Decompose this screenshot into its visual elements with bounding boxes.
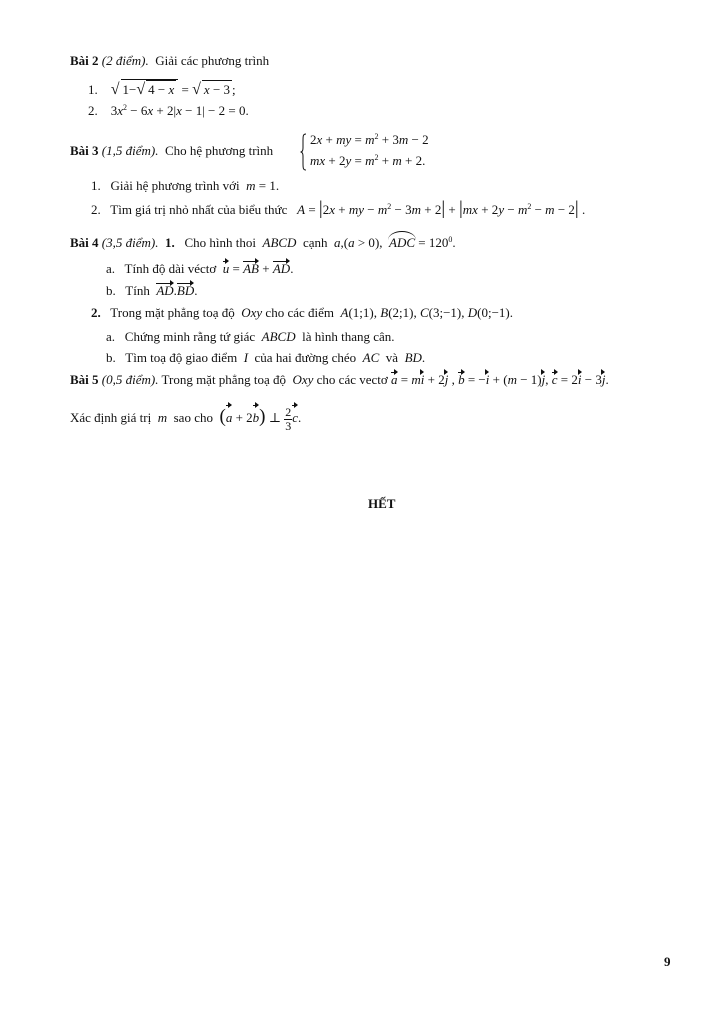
bai2-eq1: 1. √ 1−√ 4 − x = √ x − 3 ; bbox=[88, 81, 236, 98]
system-brace bbox=[300, 133, 307, 171]
page-number: 9 bbox=[664, 954, 671, 969]
bai4-part2-a: a. Chứng minh rằng tứ giác ABCD là hình thang cân. bbox=[106, 329, 395, 344]
bai2-points: (2 điểm). bbox=[101, 53, 149, 68]
bai4-points: (3,5 điểm). bbox=[101, 235, 159, 250]
bai4-part2-b: b. Tìm toạ độ giao điểm I của hai đường chéo AC và BD. bbox=[106, 350, 426, 365]
bai3-points: (1,5 điểm). bbox=[101, 143, 159, 158]
bai5-title: Bài 5 bbox=[70, 372, 99, 387]
bai2-eq2: 2. $3x^2 - 6x + 2|x - 1| - 2 = 0$. bbox=[88, 103, 249, 118]
bai3-sys-eq1: 2x + my = $m^2 + 3m - 2$ bbox=[310, 132, 429, 147]
bai4-part1-b: b. Tính AD.BD. bbox=[106, 283, 198, 298]
bai3-sys-eq2: mx + $2y = m^2 + m + 2$. bbox=[310, 153, 426, 168]
bai3-instruction: Cho hệ phương trình bbox=[164, 143, 274, 158]
bai2-title: Bài 2 bbox=[70, 53, 99, 68]
bai4-header: Bài 4 (3,5 điểm). 1. Cho hình thoi ABCD cạnh a,(a > 0), ADC = $120^0$. bbox=[70, 235, 456, 250]
bai3-header bbox=[70, 142, 273, 160]
bai3-title: Bài 3 bbox=[70, 143, 99, 158]
bai5-points: (0,5 điểm). bbox=[101, 372, 159, 387]
bai3-item2: 2. Tìm giá trị nhỏ nhất của biểu thức A = |2x + my − $m^2 - 3m + 2| + |mx + 2y - m^2 - m - 2|$ . bbox=[91, 198, 586, 219]
bai2-header bbox=[70, 52, 269, 70]
bai4-title: Bài 4 bbox=[70, 235, 99, 250]
bai2-instruction: Giải các phương trình bbox=[155, 53, 270, 68]
bai5-line2: Xác định giá trị m sao cho (a + 2b) ⊥ $\frac{2}{3}$ c. bbox=[70, 404, 302, 433]
end-marker: HẾT bbox=[368, 496, 396, 511]
bai4-part2: 2. Trong mặt phẳng toạ độ Oxy cho các điểm A(1;1), B(2;1), C(3;−1), D(0;−1). bbox=[91, 305, 513, 320]
bai3-item1: 1. Giải hệ phương trình với m = 1. bbox=[91, 178, 280, 193]
bai5-line1: Bài 5 (0,5 điểm). Trong mặt phẳng toạ độ Oxy cho các vectơ a = mi + 2j , b = −i + (m − 1)j, c = 2i − 3j. bbox=[70, 372, 609, 387]
bai4-part1-a: a. Tính độ dài véctơ u = AB + AD. bbox=[106, 261, 294, 276]
